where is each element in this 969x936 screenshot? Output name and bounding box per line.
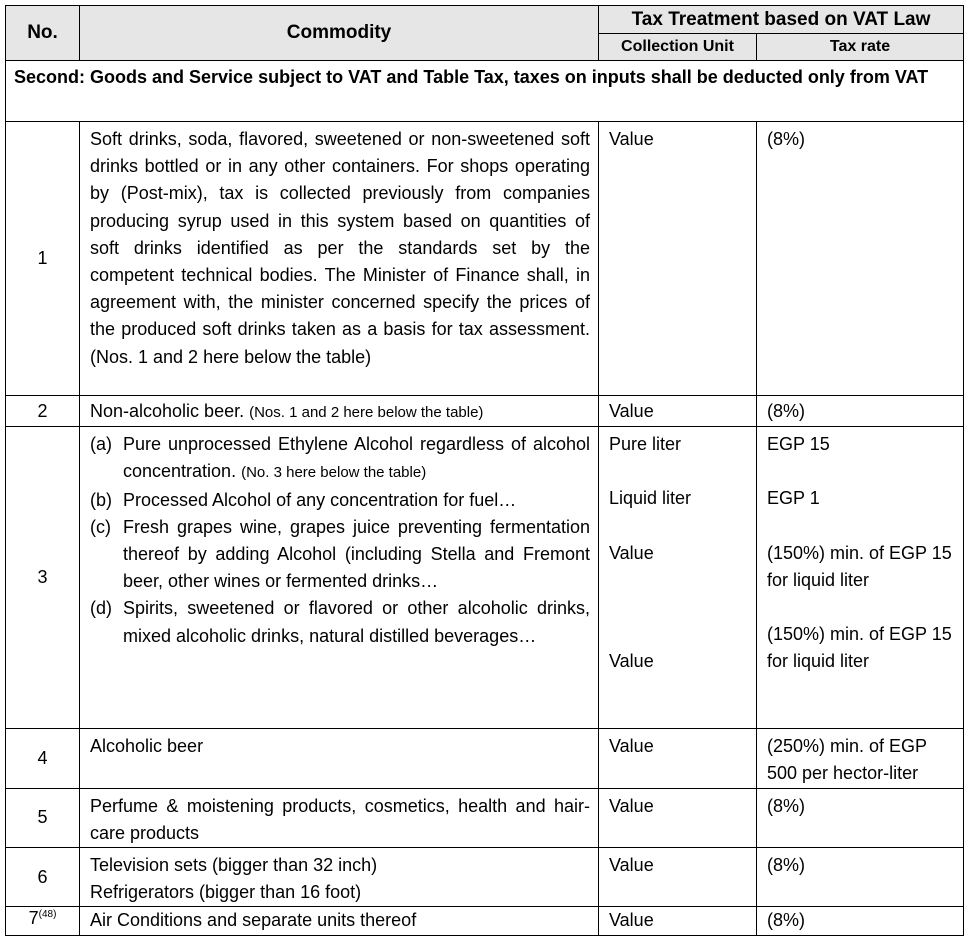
commodity-cell — [80, 848, 599, 907]
sub-item-label: (a) — [90, 434, 112, 455]
sub-item-text: Fresh grapes wine, grapes juice preventing fermentation thereof by adding Alcohol (including Stella and Fremont beer, other wines or fermented drinks… — [123, 516, 590, 592]
collection-unit-cell: Value — [599, 907, 757, 935]
sub-item-label: (b) — [90, 489, 112, 510]
commodity-cell — [80, 396, 599, 427]
table-row — [6, 396, 964, 427]
tax-rate-cell: (250%) min. of EGP 500 per hector-liter — [757, 729, 964, 788]
row-number: 7$^{(48)}$ — [6, 907, 80, 935]
collection-unit-cell — [599, 427, 757, 729]
table-row — [6, 729, 964, 788]
tax-rate-cell: (8%) — [757, 788, 964, 847]
header-row-top — [6, 6, 964, 34]
commodity-cell: Soft drinks, soda, flavored, sweetened or non-sweetened soft drinks bottled or in any other containers. For shops operating by (Post-mix), tax is collected previously from companies producing syrup used in this system based on quantities of soft drinks identified as per the standards set by the competent technical bodies. The Minister of Finance shall, in agreement with, the minister concerned specify the prices of the produced soft drinks taken as a basis for tax assessment. (Nos. 1 and 2 here below the table) — [80, 122, 599, 396]
row-number: 2 — [6, 396, 80, 427]
commodity-note: (Nos. 1 and 2 here below the table) — [249, 404, 484, 421]
commodity-line: Refrigerators (bigger than 16 foot) — [90, 882, 362, 903]
footnote-marker: (48) — [38, 909, 57, 921]
header-commodity: Commodity — [80, 6, 599, 61]
table-row — [6, 788, 964, 847]
vat-commodity-table — [5, 5, 964, 936]
commodity-cell: Alcoholic beer — [80, 729, 599, 788]
collection-unit-cell: Value — [599, 122, 757, 396]
header-tax-rate: Tax rate — [757, 34, 964, 61]
row-number: 3 — [6, 427, 80, 729]
rate-a: EGP 15 — [767, 434, 830, 455]
sub-item-text: Spirits, sweetened or flavored or other alcoholic drinks, mixed alcoholic drinks, natural distilled beverages… — [123, 598, 590, 646]
commodity-text: Non-alcoholic beer. — [90, 401, 245, 421]
tax-rate-cell: (8%) — [757, 122, 964, 396]
unit-d: Value — [609, 650, 654, 671]
sub-item-d — [90, 595, 590, 649]
sub-item-a — [90, 431, 590, 486]
tax-rate-cell: (8%) — [757, 907, 964, 935]
sub-item-label: (d) — [90, 598, 112, 619]
section-title: Second: Goods and Service subject to VAT and Table Tax, taxes on inputs shall be deducted only from VAT — [6, 61, 964, 122]
unit-c: Value — [609, 542, 654, 563]
table-row — [6, 122, 964, 396]
rate-b: EGP 1 — [767, 488, 820, 509]
unit-a: Pure liter — [609, 434, 682, 455]
collection-unit-cell: Value — [599, 788, 757, 847]
sub-item-text: Processed Alcohol of any concentration for fuel… — [123, 489, 517, 510]
sub-item-b — [90, 487, 590, 514]
commodity-cell — [80, 427, 599, 729]
rate-d: (150%) min. of EGP 15 for liquid liter — [767, 624, 952, 672]
sub-item-c — [90, 514, 590, 596]
sub-item-note: (No. 3 here below the table) — [241, 464, 427, 482]
row-number: 4 — [6, 729, 80, 788]
table-row — [6, 427, 964, 729]
rate-c: (150%) min. of EGP 15 for liquid liter — [767, 542, 952, 590]
table-row — [6, 848, 964, 907]
row-number: 6 — [6, 848, 80, 907]
header-no: No. — [6, 6, 80, 61]
row-number: 5 — [6, 788, 80, 847]
table-row — [6, 907, 964, 935]
sub-item-label: (c) — [90, 516, 111, 537]
sub-item-text: Pure unprocessed Ethylene Alcohol regardless of alcohol concentration. — [123, 434, 590, 482]
unit-b: Liquid liter — [609, 488, 692, 509]
collection-unit-cell: Value — [599, 396, 757, 427]
section-row — [6, 61, 964, 122]
tax-rate-cell — [757, 427, 964, 729]
header-tax-treatment: Tax Treatment based on VAT Law — [599, 6, 964, 34]
vat-table-document — [5, 5, 963, 931]
header-collection-unit: Collection Unit — [599, 34, 757, 61]
row-number: 1 — [6, 122, 80, 396]
commodity-cell: Perfume & moistening products, cosmetics, health and hair-care products — [80, 788, 599, 847]
tax-rate-cell: (8%) — [757, 848, 964, 907]
commodity-cell: Air Conditions and separate units thereof — [80, 907, 599, 935]
collection-unit-cell: Value — [599, 729, 757, 788]
collection-unit-cell: Value — [599, 848, 757, 907]
commodity-line: Television sets (bigger than 32 inch) — [90, 855, 378, 876]
tax-rate-cell: (8%) — [757, 396, 964, 427]
